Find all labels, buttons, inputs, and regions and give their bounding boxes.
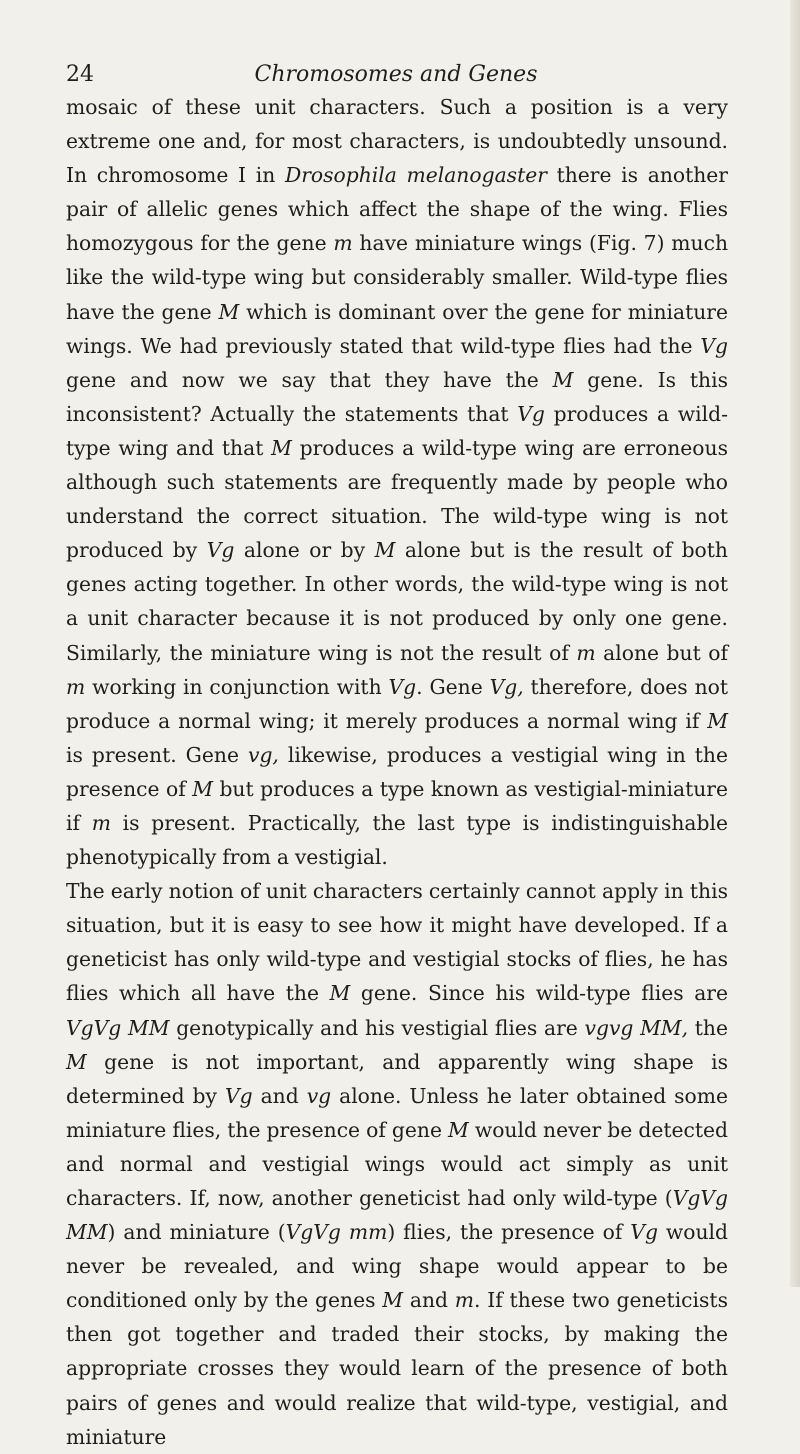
- italic-term: Vg: [630, 1220, 658, 1245]
- text-run: and: [403, 1288, 455, 1313]
- text-run: the: [688, 1015, 728, 1040]
- body-text: [66, 90, 728, 1454]
- text-run: . Gene: [416, 674, 490, 699]
- italic-term: M: [374, 538, 396, 563]
- italic-term: m: [91, 810, 111, 835]
- italic-term: vgvg MM,: [584, 1015, 689, 1040]
- italic-term: Vg: [517, 401, 545, 426]
- italic-term: m: [333, 231, 353, 256]
- text-run: produces a wild-type wing are erroneous although such statements are frequently made by people who understand the correct situation. The wild-type wing is not produced by: [66, 435, 728, 563]
- italic-term: VgVg MM: [66, 1186, 728, 1245]
- text-run: and: [252, 1083, 307, 1108]
- italic-term: vg,: [247, 742, 279, 767]
- italic-term: Vg: [700, 333, 728, 358]
- text-run: have miniature wings (Fig. 7) much like the wild-type wing but considerably smaller. Wild-type flies have the gene: [66, 231, 729, 324]
- text-run: ) and miniature (: [107, 1220, 286, 1245]
- text-run: but produces a type known as vestigial-miniature if: [66, 776, 729, 835]
- paragraph-1: [66, 90, 728, 874]
- text-run: there is another pair of allelic genes which affect the shape of the wing. Flies homozygous for the gene: [66, 163, 729, 256]
- text-run: is present. Gene: [66, 742, 248, 767]
- text-run: alone but of: [595, 640, 728, 665]
- italic-term: vg: [306, 1083, 332, 1108]
- text-run: gene and now we say that they have the: [66, 367, 553, 392]
- text-run: gene is not important, and apparently wing shape is determined by: [66, 1049, 728, 1108]
- italic-term: M: [192, 776, 213, 801]
- text-run: is present. Practically, the last type is indistinguishable phenotypically from a vestigial.: [66, 810, 728, 870]
- text-run: The early notion of unit characters certainly cannot apply in this situation, but it is easy to see how it might have developed. If a geneticist has only wild-type and vestigial stocks of flies, he has flies which all have the: [66, 879, 728, 1006]
- italic-term: Vg: [388, 674, 417, 699]
- italic-term: M: [552, 367, 574, 392]
- text-run: which is dominant over the gene for miniature wings. We had previously stated that wild-type flies had the: [66, 299, 729, 358]
- italic-term: M: [271, 435, 292, 460]
- italic-term: M: [329, 981, 351, 1006]
- text-run: genotypically and his vestigial flies are: [169, 1015, 585, 1040]
- text-run: gene. Is this inconsistent? Actually the statements that: [66, 367, 728, 426]
- text-run: gene. Since his wild-type flies are: [350, 981, 728, 1006]
- italic-term: M: [66, 1049, 87, 1074]
- text-run: produces a wild-type wing and that: [66, 401, 728, 460]
- italic-term: Drosophila melanogaster: [284, 163, 547, 188]
- text-run: likewise, produces a vestigial wing in the presence of: [66, 742, 728, 801]
- text-run: alone or by: [234, 538, 375, 563]
- running-header: [66, 58, 726, 92]
- text-run: therefore, does not produce a normal wing; it merely produces a normal wing if: [66, 674, 728, 733]
- text-run: working in conjunction with: [85, 674, 389, 699]
- italic-term: VgVg MM: [66, 1015, 170, 1040]
- text-run: alone but is the result of both genes acting together. In other words, the wild-type wing is not a unit character because it is not produced by only one gene. Similarly, the miniature wing is not the result of: [66, 538, 728, 665]
- italic-term: M: [382, 1288, 404, 1313]
- italic-term: m: [454, 1288, 475, 1313]
- running-title: Chromosomes and Genes: [254, 62, 538, 87]
- text-run: alone. Unless he later obtained some miniature flies, the presence of gene: [66, 1083, 728, 1142]
- text-run: ) flies, the presence of: [387, 1220, 631, 1245]
- italic-term: Vg: [224, 1083, 253, 1108]
- italic-term: Vg,: [489, 674, 524, 699]
- page-number: 24: [66, 62, 94, 87]
- text-run: would never be detected and normal and vestigial wings would act simply as unit characters. If, now, another geneticist had only wild-type (: [66, 1117, 728, 1210]
- italic-term: VgVg mm: [285, 1220, 388, 1245]
- page-edge: [790, 0, 800, 1287]
- italic-term: M: [707, 708, 728, 733]
- italic-term: M: [218, 299, 240, 324]
- italic-term: Vg: [206, 538, 235, 563]
- italic-term: m: [576, 640, 596, 665]
- text-run: would never be revealed, and wing shape would appear to be conditioned only by the genes: [66, 1220, 728, 1313]
- italic-term: M: [448, 1117, 469, 1142]
- paragraph-2: [66, 874, 728, 1454]
- text-run: mosaic of these unit characters. Such a position is a very extreme one and, for most characters, is undoubtedly unsound. In chromosome I in: [66, 95, 728, 188]
- text-run: . If these two geneticists then got together and traded their stocks, by making the appropriate crosses they would learn of the presence of both pairs of genes and would realize that wild-type, vestigial, and miniature: [66, 1288, 728, 1449]
- italic-term: m: [66, 674, 86, 699]
